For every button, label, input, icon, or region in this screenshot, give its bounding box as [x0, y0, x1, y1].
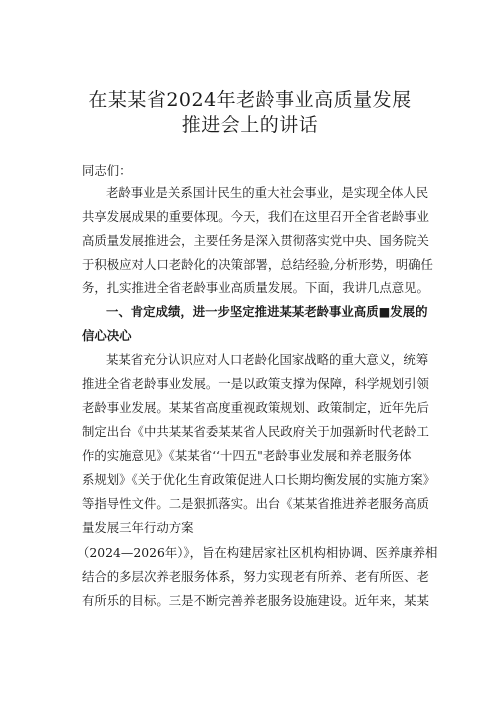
paragraph-line: 老龄事业是关系国计民生的重大社会事业，是实现全体人民 — [106, 185, 429, 200]
paragraph-line: 老龄事业发展。某某省高度重视政策规划、政策制定，近年先后 — [82, 400, 429, 415]
paragraph-line: 等指导性文件。二是狠抓落实。出台《某某省推进养老服务高质 — [82, 496, 429, 511]
section-heading: 信心决心 — [82, 328, 132, 343]
paragraph-line: 量发展三年行动方案 — [82, 520, 194, 535]
paragraph-line: 系规划》《关于优化生育政策促进人口长期均衡发展的实施方案》 — [82, 472, 436, 487]
paragraph-line: 于积极应对人口老龄化的决策部署，总结经验,分析形势，明确任 — [82, 257, 433, 272]
paragraph-line: 务，扎实推进全省老龄事业高质量发展。下面，我讲几点意见。 — [82, 280, 429, 295]
paragraph-line: 作的实施意见》《某某省‘‘十四五"老龄事业发展和养老服务体 — [82, 448, 412, 463]
section-heading: 一、肯定成绩，进一步坚定推进某某老龄事业高质■发展的 — [106, 304, 428, 319]
paragraph-line: 推进全省老龄事业发展。一是以政策支撑为保障，科学规划引领 — [82, 376, 429, 391]
document-title-line-2: 推进会上的讲话 — [181, 114, 319, 136]
paragraph-line: 有所乐的目标。三是不断完善养老服务设施建设。近年来，某某 — [82, 593, 429, 608]
document-title-line-1: 在某某省2024年老龄事业高质量发展 — [88, 89, 412, 111]
paragraph-line: 共享发展成果的重要体现。今天，我们在这里召开全省老龄事业 — [82, 209, 429, 224]
paragraph-line: （2024—2026年）》，旨在构建居家社区机构相协调、医养康养相 — [77, 545, 438, 560]
paragraph-line: 高质量发展推进会，主要任务是深入贯彻落实党中央、国务院关 — [82, 233, 429, 248]
paragraph-line: 某某省充分认识应对人口老龄化国家战略的重大意义，统筹 — [106, 352, 429, 367]
paragraph-line: 结合的多层次养老服务体系，努力实现老有所养、老有所医、老 — [82, 569, 429, 584]
paragraph-line: 制定出台《中共某某省委某某省人民政府关于加强新时代老龄工 — [82, 424, 429, 439]
salutation: 同志们： — [82, 163, 132, 178]
